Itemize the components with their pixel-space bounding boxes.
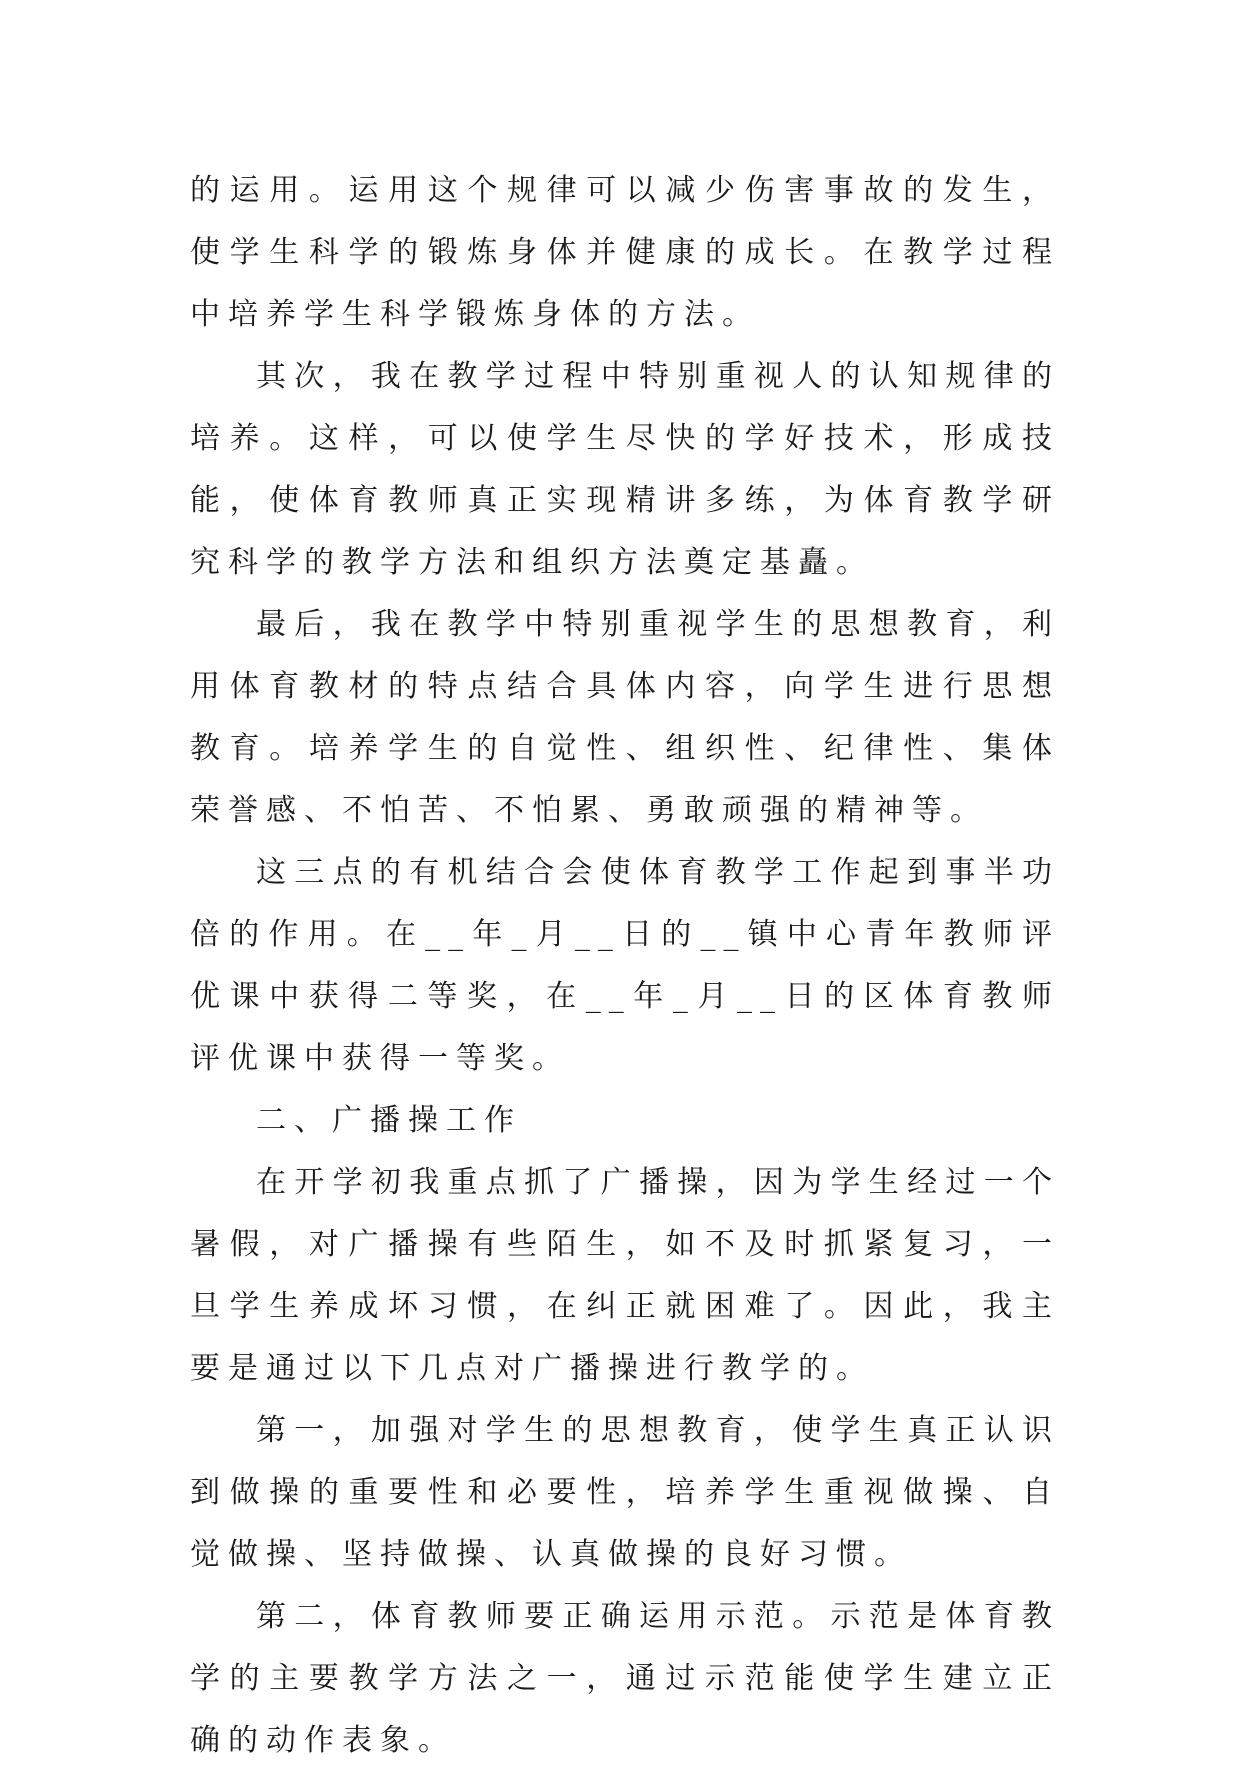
document-page	[190, 160, 1060, 1772]
paragraph-point-two: 第二，体育教师要正确运用示范。示范是体育教学的主要教学方法之一，通过示范能使学生建立正确的动作表象。	[190, 1599, 1060, 1758]
paragraph-cognitive-rules: 其次，我在教学过程中特别重视人的认知规律的培养。这样，可以使学生尽快的学好技术，形成技能，使体育教师真正实现精讲多练，为体育教学研究科学的教学方法和组织方法奠定基矗。	[190, 359, 1060, 580]
section-heading-broadcast-exercise: 二、广播操工作	[256, 1103, 522, 1138]
paragraph-awards: 这三点的有机结合会使体育教学工作起到事半功倍的作用。在__年_月__日的__镇中心青年教师评优课中获得二等奖，在__年_月__日的区体育教师评优课中获得一等奖。	[190, 855, 1060, 1076]
paragraph-moral-education: 最后，我在教学中特别重视学生的思想教育，利用体育教材的特点结合具体内容，向学生进行思想教育。培养学生的自觉性、组织性、纪律性、集体荣誉感、不怕苦、不怕累、勇敢顽强的精神等。	[190, 607, 1060, 828]
paragraph-broadcast-intro: 在开学初我重点抓了广播操，因为学生经过一个暑假，对广播操有些陌生，如不及时抓紧复习，一旦学生养成坏习惯，在纠正就困难了。因此，我主要是通过以下几点对广播操进行教学的。	[190, 1165, 1060, 1386]
paragraph-point-one: 第一，加强对学生的思想教育，使学生真正认识到做操的重要性和必要性，培养学生重视做操、自觉做操、坚持做操、认真做操的良好习惯。	[190, 1413, 1060, 1572]
paragraph-continuation: 的运用。运用这个规律可以减少伤害事故的发生，使学生科学的锻炼身体并健康的成长。在教学过程中培养学生科学锻炼身体的方法。	[190, 173, 1060, 332]
